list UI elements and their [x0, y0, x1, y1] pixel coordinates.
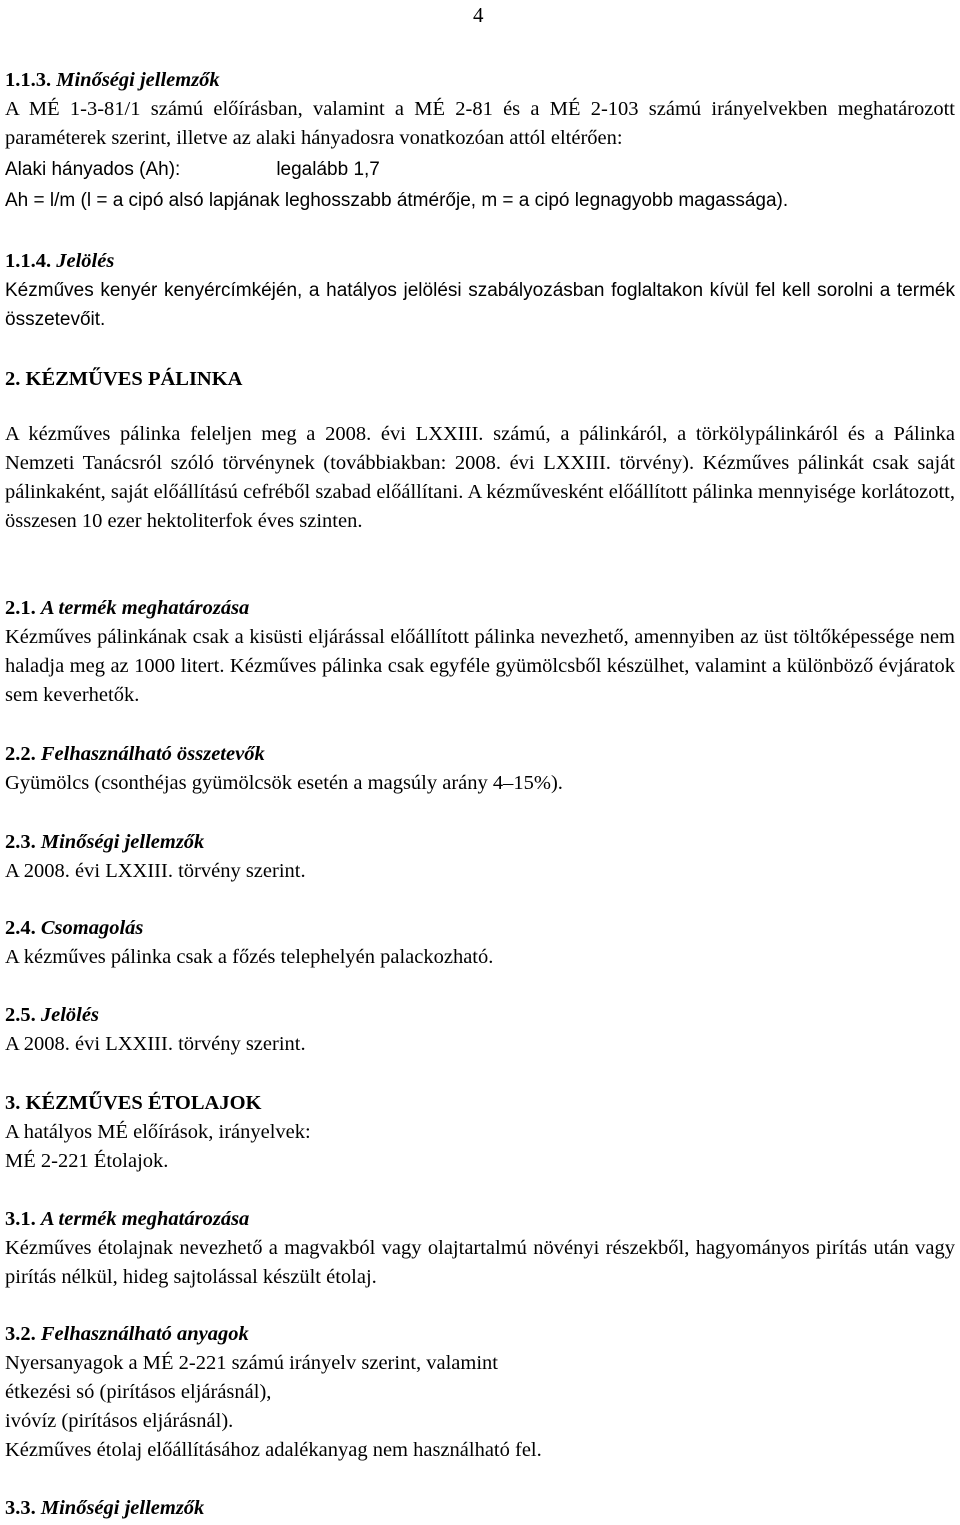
- section-number: 2.4.: [5, 917, 36, 939]
- paragraph-ingredients: Gyümölcs (csonthéjas gyümölcsök esetén a magsúly arány 4–15%).: [5, 772, 563, 794]
- section-title: A termék meghatározása: [40, 1208, 250, 1230]
- section-number: 3.3.: [5, 1497, 36, 1519]
- section-title: Jelölés: [56, 250, 115, 272]
- paragraph-palinka-intro: A kézműves pálinka feleljen meg a 2008. évi LXXIII. számú, a pálinkáról, a törkölypálinkáról és a Pálinka Nemzeti Tanácsról szóló törvénynek (továbbiakban: 2008. évi LXXIII. törvény). Kézműves pálinkát csak saját pálinkaként, saját előállítású cefréből szabad előállítani. A kézművesként előállított pálinka mennyisége korlátozott, összesen 10 ezer hektoliterfok éves szinten.: [5, 423, 955, 532]
- page-number: 4: [473, 3, 484, 27]
- section-title: Minőségi jellemzők: [40, 1497, 205, 1519]
- oils-regulations-line: A hatályos MÉ előírások, irányelvek:: [5, 1121, 311, 1143]
- section-heading-2-5: [5, 1001, 99, 1030]
- chapter-heading-oils: 3. KÉZMŰVES ÉTOLAJOK: [5, 1092, 262, 1114]
- section-number: 2.1.: [5, 597, 36, 619]
- paragraph-labelling: Kézműves kenyér kenyércímkéjén, a hatályos jelölési szabályozásban foglaltakon kívül fel kell sorolni a termék összetevőit.: [5, 280, 955, 330]
- materials-line-2: étkezési só (pirításos eljárásnál),: [5, 1381, 272, 1403]
- section-number: 2.3.: [5, 831, 36, 853]
- section-title: A termék meghatározása: [40, 597, 250, 619]
- paragraph-product-definition: Kézműves pálinkának csak a kisüsti eljárással előállított pálinka nevezhető, amennyiben az üst töltőképessége nem haladja meg az 1000 litert. Kézműves pálinka csak egyféle gyümölcsből készülhet, valamint a különböző évjáratok sem keverhetők.: [5, 626, 955, 706]
- section-title: Minőségi jellemzők: [56, 69, 220, 91]
- section-title: Felhasználható összetevők: [40, 743, 265, 765]
- section-heading-2-2: [5, 740, 265, 769]
- shape-ratio-line: [5, 155, 380, 184]
- section-title: Csomagolás: [40, 917, 144, 939]
- shape-ratio-formula: Ah = l/m (l = a cipó alsó lapjának leghosszabb átmérője, m = a cipó legnagyobb magassága).: [5, 190, 789, 211]
- paragraph-packaging: A kézműves pálinka csak a főzés telephelyén palackozható.: [5, 946, 494, 968]
- section-number: 2.5.: [5, 1004, 36, 1026]
- section-number: 1.1.3.: [5, 69, 52, 91]
- section-heading-3-1: [5, 1205, 249, 1234]
- materials-line-4: Kézműves étolaj előállításához adalékanyag nem használható fel.: [5, 1439, 542, 1461]
- section-heading-2-4: [5, 914, 143, 943]
- materials-line-3: ivóvíz (pirításos eljárásnál).: [5, 1410, 234, 1432]
- paragraph-quality-requirements: A MÉ 1-3-81/1 számú előírásban, valamint a MÉ 2-81 és a MÉ 2-103 számú irányelvekben meghatározott paraméterek szerint, illetve az alaki hányadosra vonatkozóan attól eltérően:: [5, 98, 955, 149]
- section-heading-2-3: [5, 828, 204, 857]
- shape-ratio-value: legalább 1,7: [276, 159, 380, 180]
- section-title: Felhasználható anyagok: [40, 1323, 249, 1345]
- section-heading-2-1: [5, 594, 249, 623]
- section-heading-1-1-4: [5, 247, 114, 276]
- section-number: 3.1.: [5, 1208, 36, 1230]
- section-title: Minőségi jellemzők: [40, 831, 205, 853]
- section-heading-1-1-3: [5, 66, 220, 95]
- oils-regulation-reference: MÉ 2-221 Étolajok.: [5, 1150, 169, 1172]
- materials-line-1: Nyersanyagok a MÉ 2-221 számú irányelv szerint, valamint: [5, 1352, 498, 1374]
- paragraph-quality: A 2008. évi LXXIII. törvény szerint.: [5, 860, 306, 882]
- section-number: 3.2.: [5, 1323, 36, 1345]
- section-heading-3-3: [5, 1494, 204, 1523]
- section-title: Jelölés: [40, 1004, 99, 1026]
- section-number: 2.2.: [5, 743, 36, 765]
- section-number: 1.1.4.: [5, 250, 52, 272]
- paragraph-labelling-palinka: A 2008. évi LXXIII. törvény szerint.: [5, 1033, 306, 1055]
- chapter-heading-palinka: 2. KÉZMŰVES PÁLINKA: [5, 368, 243, 390]
- paragraph-oil-definition: Kézműves étolajnak nevezhető a magvakból vagy olajtartalmú növényi részekből, hagyományos pirítás után vagy pirítás nélkül, hideg sajtolással készült étolaj.: [5, 1237, 955, 1288]
- shape-ratio-label: Alaki hányados (Ah):: [5, 159, 181, 180]
- section-heading-3-2: [5, 1320, 249, 1349]
